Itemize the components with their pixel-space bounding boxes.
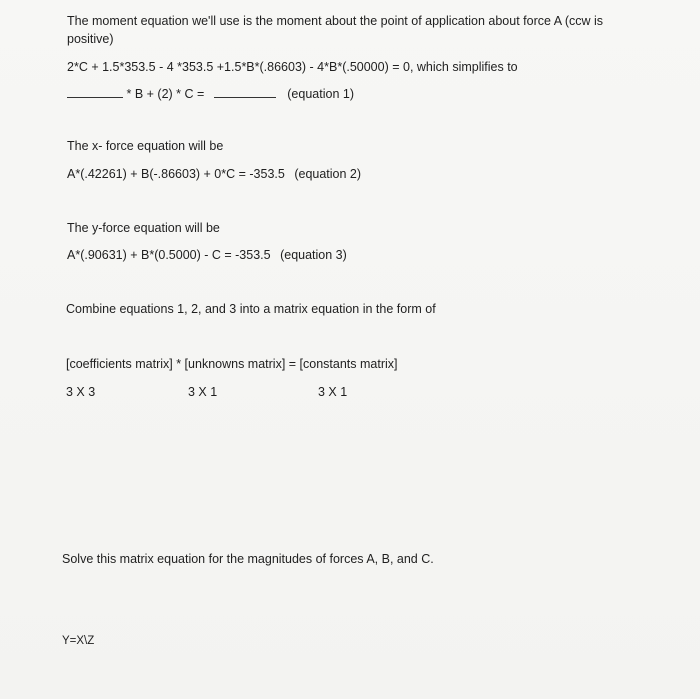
x-force-equation-line	[67, 165, 361, 183]
moment-intro: The moment equation we'll use is the moment about the point of application about force A (ccw is positive)	[67, 14, 604, 46]
combine-instruction: Combine equations 1, 2, and 3 into a matrix equation in the form of	[66, 302, 436, 316]
y-force-equation-line	[67, 246, 347, 264]
blank-constant[interactable]	[214, 96, 276, 98]
solve-formula: Y=X\Z	[62, 635, 95, 647]
simplified-equation-1	[67, 85, 354, 103]
dim-constants: 3 X 1	[318, 385, 348, 399]
equation-1-label: (equation 1)	[287, 87, 354, 101]
moment-equation: 2*C + 1.5*353.5 - 4 *353.5 +1.5*B*(.86603) - 4*B*(.50000) = 0, which simplifies to	[67, 60, 518, 74]
simplified-equation-text: * B + (2) * C =	[126, 87, 205, 101]
equation-3-label: (equation 3)	[280, 248, 347, 262]
matrix-form: [coefficients matrix] * [unknowns matrix] = [constants matrix]	[66, 357, 398, 371]
x-force-equation: A*(.42261) + B(-.86603) + 0*C = -353.5	[67, 167, 285, 181]
solve-instruction: Solve this matrix equation for the magnitudes of forces A, B, and C.	[62, 552, 434, 566]
x-force-heading: The x- force equation will be	[67, 139, 224, 153]
y-force-equation: A*(.90631) + B*(0.5000) - C = -353.5	[67, 248, 271, 262]
dim-unknowns: 3 X 1	[188, 385, 218, 399]
equation-2-label: (equation 2)	[294, 167, 362, 181]
blank-b-coefficient[interactable]	[67, 96, 123, 98]
dim-coefficients: 3 X 3	[66, 385, 96, 399]
y-force-heading: The y-force equation will be	[67, 221, 220, 235]
